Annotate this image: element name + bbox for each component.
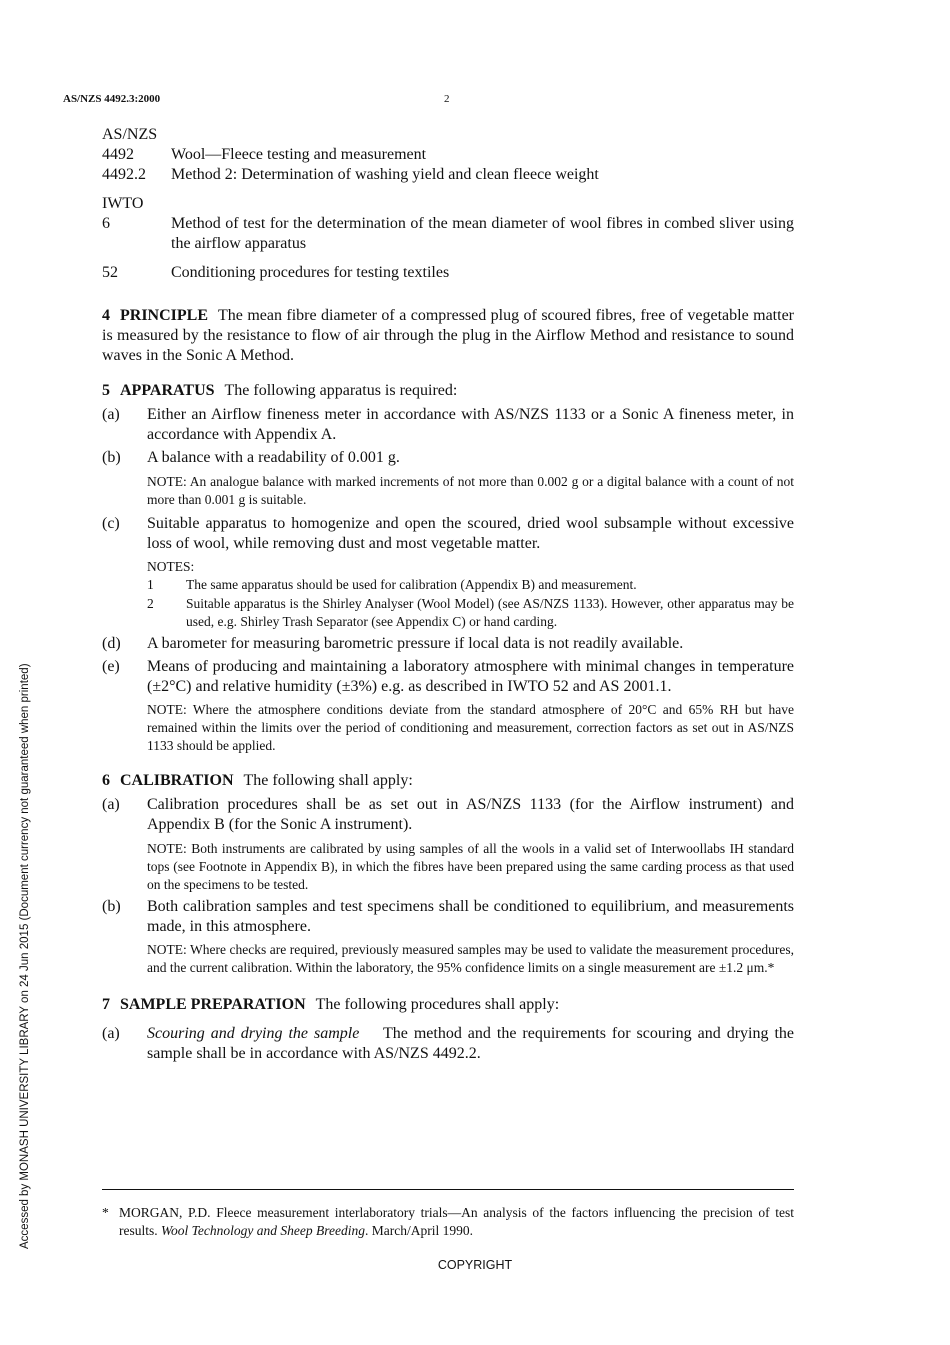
item-label: (b) <box>102 898 121 915</box>
note-item <box>147 576 794 594</box>
reference-title: Conditioning procedures for testing textiles <box>171 264 450 281</box>
reference-title: Method 2: Determination of washing yield and clean fleece weight <box>171 166 599 183</box>
section-number: 7 <box>102 996 110 1013</box>
item-label: (b) <box>102 449 121 466</box>
section-calibration <box>102 771 794 977</box>
item-text: Suitable apparatus to homogenize and open the scoured, dried wool subsample without excessive loss of wool, while removing dust and most vegetable matter. <box>147 515 794 552</box>
section-heading <box>102 771 794 791</box>
footnote-mark: * <box>102 1205 109 1220</box>
item-note: NOTE: Both instruments are calibrated by using samples of all the wools in a valid set of Interwoollabs IH standard tops (see Footnote in Appendix B), in which the fibres have been prepared using the same carding process as that used on the specimens to be tested. <box>147 841 794 892</box>
section-principle <box>102 306 794 366</box>
item-text: Either an Airflow fineness meter in accordance with AS/NZS 1133 or a Sonic A fineness meter, in accordance with Appendix A. <box>147 406 794 443</box>
footnote <box>102 1204 794 1240</box>
item-label: (d) <box>102 635 121 652</box>
footnote-text <box>119 1204 794 1240</box>
item-text <box>147 1024 794 1064</box>
item-label: (e) <box>102 658 120 675</box>
item-note: NOTE: An analogue balance with marked increments of not more than 0.002 g or a digital balance with a count of not more than 0.001 g is suitable. <box>147 474 794 507</box>
notes-heading: NOTES: <box>147 559 195 574</box>
list-item <box>102 897 794 937</box>
item-text: Means of producing and maintaining a laboratory atmosphere with minimal changes in temperature (±2°C) and relative humidity (±3%) e.g. as described in IWTO 52 and AS 2001.1. <box>147 658 794 695</box>
section-number: 6 <box>102 772 110 789</box>
footnote-journal: Wool Technology and Sheep Breeding <box>161 1223 365 1238</box>
copyright-notice: COPYRIGHT <box>437 1258 513 1272</box>
section-title: SAMPLE PREPARATION <box>120 996 306 1013</box>
reference-title: Method of test for the determination of the mean diameter of wool fibres in combed sliver using the airflow apparatus <box>171 215 794 252</box>
section-title: PRINCIPLE <box>120 307 209 324</box>
list-item <box>102 405 794 445</box>
section-intro: The following apparatus is required: <box>224 382 458 399</box>
item-label: (a) <box>102 406 120 423</box>
item-body: The method and the requirements for scouring and drying the sample shall be in accordance with AS/NZS 4492.2. <box>147 1025 795 1062</box>
item-text: A balance with a readability of 0.001 g. <box>147 449 400 466</box>
note-text: The same apparatus should be used for calibration (Appendix B) and measurement. <box>186 577 637 592</box>
section-number: 5 <box>102 382 110 399</box>
list-item <box>102 514 794 554</box>
references-iwto <box>102 194 794 283</box>
section-intro: The following shall apply: <box>243 772 413 789</box>
page-number: 2 <box>444 93 450 105</box>
note-item <box>147 595 794 631</box>
page-body <box>102 125 794 1064</box>
note-text: Suitable apparatus is the Shirley Analyser (Wool Model) (see AS/NZS 1133). However, other apparatus may be used, e.g. Shirley Trash Separator (see Appendix C) or hand carding. <box>186 596 794 629</box>
footnote-divider <box>102 1189 794 1190</box>
list-item <box>102 657 794 697</box>
reference-row <box>102 263 794 283</box>
references-asnzs <box>102 125 794 185</box>
item-label: (a) <box>102 1025 120 1042</box>
reference-row <box>102 214 794 254</box>
note-number: 2 <box>147 596 154 611</box>
reference-number: 4492.2 <box>102 166 146 183</box>
section-heading <box>102 381 794 401</box>
section-intro: The following procedures shall apply: <box>315 996 560 1013</box>
header-standard-code: AS/NZS 4492.3:2000 <box>63 93 161 105</box>
reference-row <box>102 165 794 185</box>
asnzs-heading: AS/NZS <box>102 126 158 143</box>
footnote-citation: MORGAN, P.D. Fleece measurement interlaboratory trials—An analysis of the factors influencing the precision of test results. <box>119 1205 794 1238</box>
item-label: (c) <box>102 515 120 532</box>
item-text: A barometer for measuring barometric pressure if local data is not readily available. <box>147 635 684 652</box>
section-number: 4 <box>102 307 110 324</box>
reference-number: 4492 <box>102 146 134 163</box>
item-subtitle: Scouring and drying the sample <box>147 1025 360 1042</box>
note-number: 1 <box>147 577 154 592</box>
reference-title: Wool—Fleece testing and measurement <box>171 146 427 163</box>
iwto-heading: IWTO <box>102 195 144 212</box>
section-title: APPARATUS <box>120 382 215 399</box>
item-note: NOTE: Where checks are required, previously measured samples may be used to validate the measurement procedures, and the current calibration. Within the laboratory, the 95% confidence limits on a single measurement are ±1.2 μm.* <box>147 942 794 975</box>
reference-number: 52 <box>102 264 118 281</box>
item-label: (a) <box>102 796 120 813</box>
section-heading <box>102 995 794 1015</box>
list-item <box>102 795 794 835</box>
reference-number: 6 <box>102 215 110 232</box>
item-note: NOTE: Where the atmosphere conditions deviate from the standard atmosphere of 20°C and 65% RH but have remained within the limits over the period of conditioning and measurement, correction factors as set out in AS/NZS 1133 should be applied. <box>147 702 794 753</box>
section-text: The mean fibre diameter of a compressed plug of scoured fibres, free of vegetable matter is measured by the resistance to flow of air through the plug in the Airflow Method and resistance to sound waves in the Sonic A Method. <box>102 307 794 364</box>
section-sample-preparation <box>102 995 794 1064</box>
reference-row <box>102 145 794 165</box>
item-text: Calibration procedures shall be as set out in AS/NZS 1133 (for the Airflow instrument) and Appendix B (for the Sonic A instrument). <box>147 796 794 833</box>
list-item <box>102 448 794 468</box>
list-item <box>102 1024 794 1064</box>
section-title: CALIBRATION <box>120 772 234 789</box>
access-notice: Accessed by MONASH UNIVERSITY LIBRARY on 24 Jun 2015 (Document currency not guaranteed when printed) <box>19 663 31 1249</box>
footnote-date: . March/April 1990. <box>364 1223 473 1238</box>
list-item <box>102 634 794 654</box>
item-text: Both calibration samples and test specimens shall be conditioned to equilibrium, and measurements made, in this atmosphere. <box>147 898 794 935</box>
section-apparatus <box>102 381 794 755</box>
